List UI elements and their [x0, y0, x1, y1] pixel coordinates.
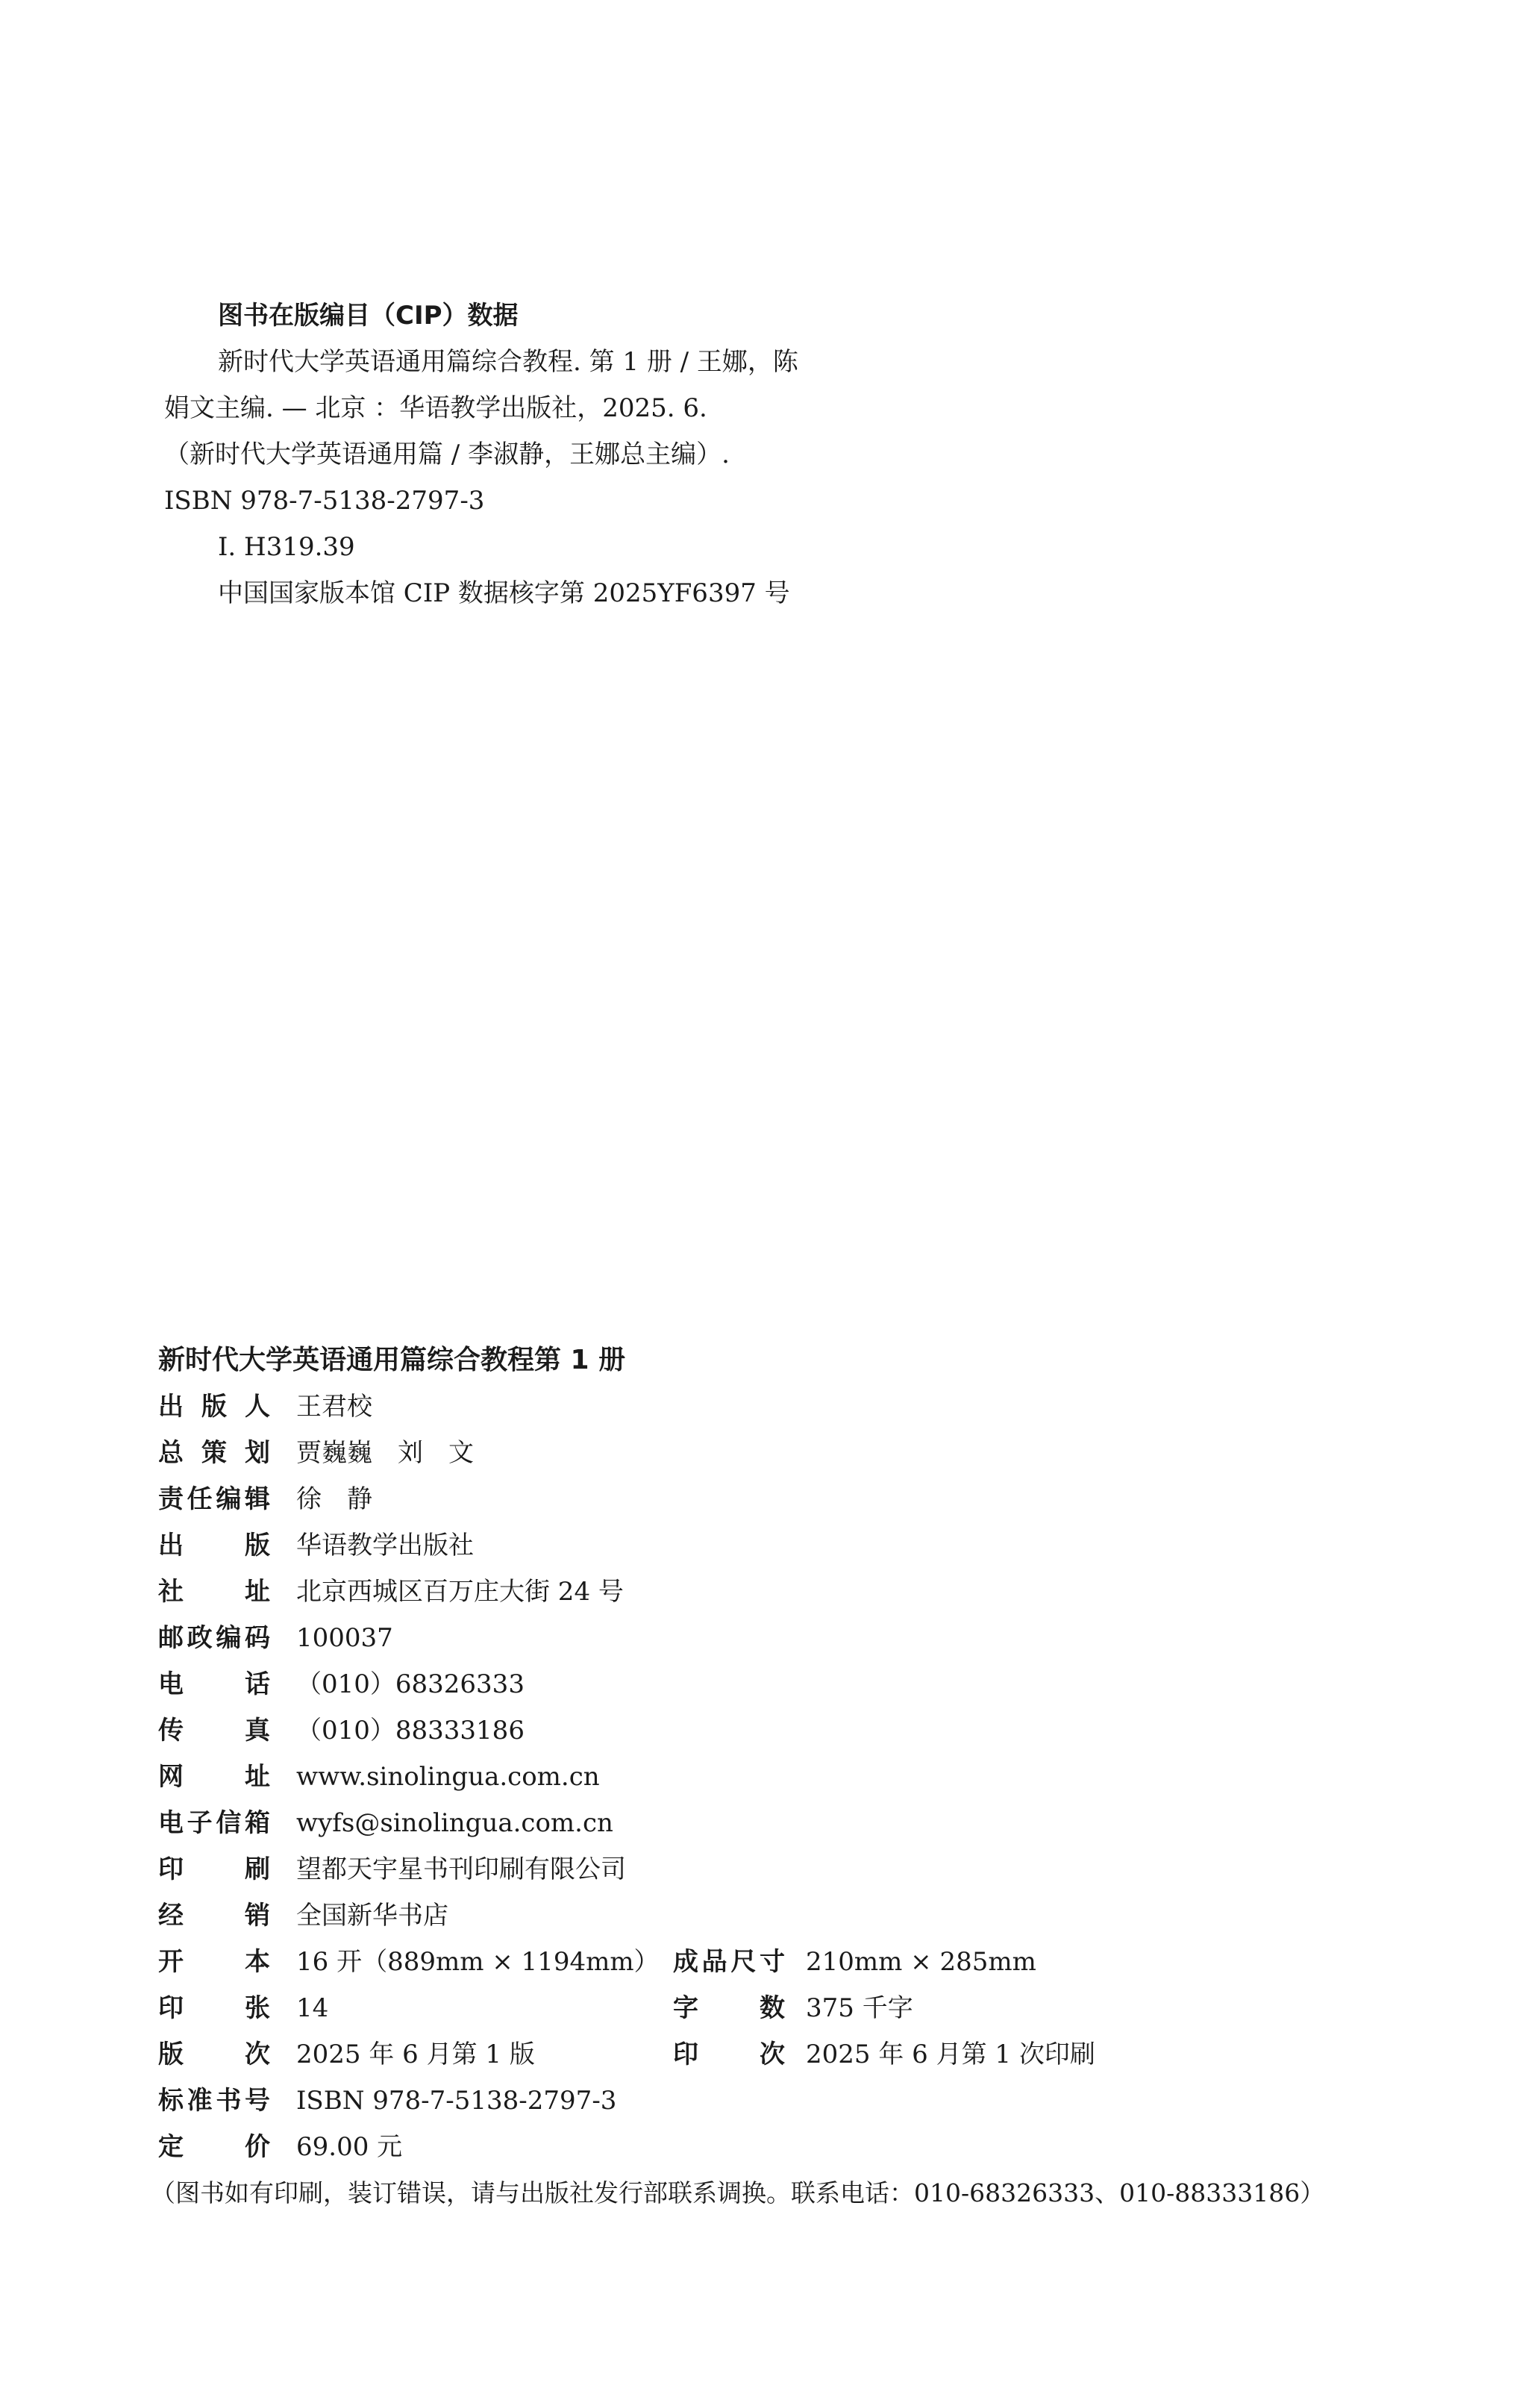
colophon-value: （010）88333186 — [296, 1716, 525, 1746]
colophon-row — [158, 1754, 1501, 1800]
colophon-row — [158, 2124, 1501, 2170]
colophon-label: 经 销 — [158, 1901, 270, 1931]
cip-heading: 图书在版编目（CIP）数据 — [218, 301, 519, 331]
colophon-row — [158, 1384, 1501, 1430]
colophon-label: 邮 政 编 码 — [158, 1623, 270, 1653]
colophon-value: 王君校 — [296, 1392, 372, 1422]
colophon-row — [158, 1846, 1501, 1893]
colophon-value: wyfs@sinolingua.com.cn — [296, 1808, 613, 1838]
colophon-block — [151, 1337, 1501, 2216]
colophon-row — [158, 1893, 1501, 1939]
cip-line-publisher: 娟文主编. — 北京 ：华语教学出版社，2025. 6. — [164, 393, 707, 423]
colophon-row — [158, 1569, 1501, 1615]
colophon-row — [158, 1522, 1501, 1569]
colophon-label: 责 任 编 辑 — [158, 1484, 270, 1514]
colophon-row — [158, 1800, 1501, 1846]
colophon-row — [158, 1615, 1501, 1661]
colophon-value-secondary: 210mm × 285mm — [806, 1947, 1036, 1977]
colophon-label-secondary: 印 次 — [673, 2040, 785, 2069]
colophon-row-pair — [158, 1939, 1501, 1985]
colophon-label: 网 址 — [158, 1762, 270, 1792]
colophon-label: 版 次 — [158, 2040, 270, 2069]
colophon-label: 定 价 — [158, 2132, 270, 2162]
colophon-row — [158, 1661, 1501, 1707]
colophon-value: 全国新华书店 — [296, 1901, 448, 1931]
contact-note: （图书如有印刷，装订错误，请与出版社发行部联系调换。联系电话：010-68326333、010-88333186） — [151, 2178, 1325, 2207]
colophon-value: 徐 静 — [296, 1484, 372, 1514]
cip-line-classification: Ⅰ. H319.39 — [218, 532, 355, 562]
colophon-value: 华语教学出版社 — [296, 1531, 474, 1560]
cip-line-title: 新时代大学英语通用篇综合教程. 第 1 册 / 王娜，陈 — [218, 347, 798, 377]
colophon-value: 69.00 元 — [296, 2132, 403, 2162]
colophon-label: 开 本 — [158, 1947, 270, 1977]
colophon-value-secondary: 2025 年 6 月第 1 次印刷 — [806, 2040, 1095, 2069]
cip-block — [164, 293, 1283, 616]
colophon-label: 出 版 — [158, 1531, 270, 1560]
colophon-value-secondary: 375 千字 — [806, 1993, 913, 2023]
cip-line-series: （新时代大学英语通用篇 / 李淑静，王娜总主编）. — [164, 440, 730, 469]
colophon-row — [158, 1430, 1501, 1476]
colophon-row — [158, 2078, 1501, 2124]
colophon-row — [158, 1476, 1501, 1522]
colophon-row-pair — [158, 2031, 1501, 2078]
colophon-label: 传 真 — [158, 1716, 270, 1746]
colophon-label: 社 址 — [158, 1577, 270, 1607]
colophon-row-pair — [158, 1985, 1501, 2031]
colophon-label: 电 子 信 箱 — [158, 1808, 270, 1838]
colophon-label: 出 版 人 — [158, 1392, 270, 1422]
colophon-value: 14 — [296, 1993, 329, 2023]
colophon-value: 2025 年 6 月第 1 版 — [296, 2040, 535, 2069]
colophon-label: 印 张 — [158, 1993, 270, 2023]
colophon-label: 印 刷 — [158, 1854, 270, 1884]
colophon-label-secondary: 字 数 — [673, 1993, 785, 2023]
colophon-value: 贾巍巍 刘 文 — [296, 1438, 474, 1468]
colophon-value: 16 开（889mm × 1194mm） — [296, 1947, 660, 1977]
colophon-value: 望都天宇星书刊印刷有限公司 — [296, 1854, 626, 1884]
colophon-row — [158, 1707, 1501, 1754]
colophon-value: 100037 — [296, 1623, 393, 1653]
colophon-label-secondary: 成 品 尺 寸 — [673, 1947, 785, 1977]
cip-line-isbn: ISBN 978-7-5138-2797-3 — [164, 486, 485, 516]
colophon-label: 标 准 书 号 — [158, 2086, 270, 2116]
colophon-title: 新时代大学英语通用篇综合教程第 1 册 — [158, 1345, 626, 1375]
colophon-value: 北京西城区百万庄大街 24 号 — [296, 1577, 624, 1607]
colophon-value: ISBN 978-7-5138-2797-3 — [296, 2086, 617, 2116]
colophon-value: www.sinolingua.com.cn — [296, 1762, 600, 1792]
colophon-label: 总 策 划 — [158, 1438, 270, 1468]
colophon-label: 电 话 — [158, 1669, 270, 1699]
colophon-value: （010）68326333 — [296, 1669, 525, 1699]
cip-line-cip-number: 中国国家版本馆 CIP 数据核字第 2025YF6397 号 — [218, 578, 790, 608]
